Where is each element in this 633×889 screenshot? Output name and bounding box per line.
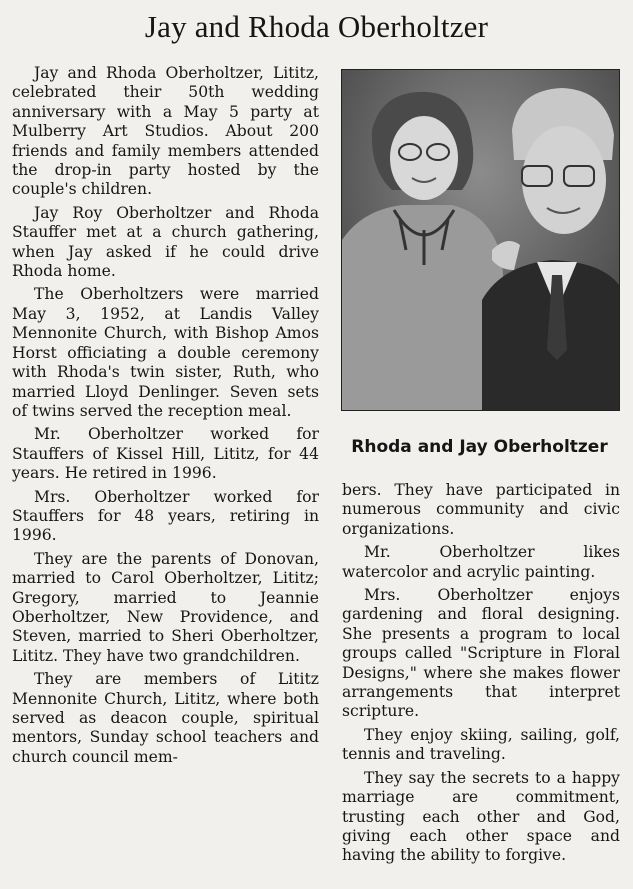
paragraph-mr-career: Mr. Oberholtzer worked for Stauffers of Kissel Hill, Lititz, for 44 years. He retired in 1996. (12, 425, 319, 483)
paragraph-activities: They enjoy skiing, sailing, golf, tennis and traveling. (342, 725, 620, 764)
paragraph-church-continued: bers. They have participated in numerous community and civic organizations. (342, 481, 620, 538)
paragraph-mr-hobbies: Mr. Oberholtzer likes watercolor and acrylic painting. (342, 543, 620, 581)
paragraph-wedding: The Oberholtzers were married May 3, 1952, at Landis Valley Mennonite Church, with Bishop Amos Horst officiating a double ceremony with Rhoda's twin sister, Ruth, who married Lloyd Denlinger. Seven sets of twins served the reception meal. (12, 285, 319, 420)
photo-caption: Rhoda and Jay Oberholtzer (351, 437, 608, 457)
paragraph-mrs-career: Mrs. Oberholtzer worked for Stauffers for 48 years, retiring in 1996. (12, 487, 319, 545)
paragraph-mrs-hobbies: Mrs. Oberholtzer enjoys gardening and floral designing. She presents a program to local groups called "Scripture in Floral Designs," where she makes flower arrangements that interpret scripture. (342, 586, 620, 721)
article-column-left (12, 64, 319, 771)
couple-photo (341, 69, 620, 411)
paragraph-how-they-met: Jay Roy Oberholtzer and Rhoda Stauffer met at a church gathering, when Jay asked if he could drive Rhoda home. (12, 203, 319, 281)
paragraph-children: They are the parents of Donovan, married to Carol Oberholtzer, Lititz; Gregory, married to Jeannie Oberholtzer, New Providence, and Steven, married to Sheri Oberholtzer, Lititz. They have two grandchildren. (12, 549, 319, 665)
couple-photo-image (342, 70, 619, 410)
paragraph-secrets: They say the secrets to a happy marriage are commitment, trusting each other and God, giving each other space and having the ability to forgive. (342, 768, 620, 865)
article-column-right (342, 481, 620, 870)
paragraph-anniversary: Jay and Rhoda Oberholtzer, Lititz, celebrated their 50th wedding anniversary with a May 5 party at Mulberry Art Studios. About 200 friends and family members attended the drop-in party hosted by the couple's children. (12, 64, 319, 199)
paragraph-church: They are members of Lititz Mennonite Church, Lititz, where both served as deacon couple, spiritual mentors, Sunday school teachers and church council mem- (12, 670, 319, 766)
headline: Jay and Rhoda Oberholtzer (144, 9, 489, 44)
